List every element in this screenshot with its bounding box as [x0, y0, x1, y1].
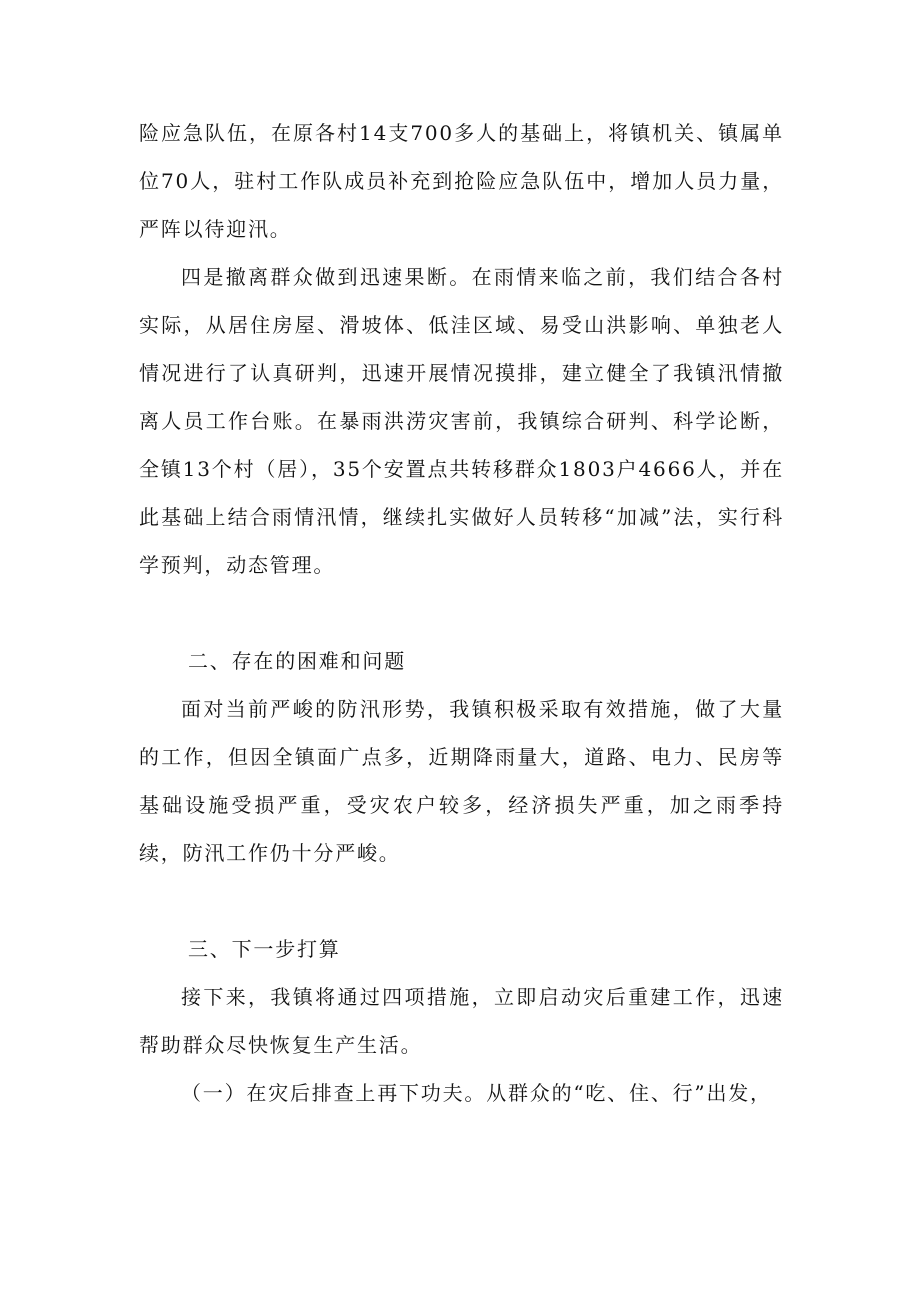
paragraph-evacuation: 四是撤离群众做到迅速果断。在雨情来临之前，我们结合各村实际，从居住房屋、滑坡体、低洼区域、易受山洪影响、单独老人情况进行了认真研判，迅速开展情况摸排，建立健全了我镇汛情撤离人员工作台账。在暴雨洪涝灾害前，我镇综合研判、科学论断，全镇13个村（居），35个安置点共转移群众1803户4666人，并在此基础上结合雨情汛情，继续扎实做好人员转移“加减”法，实行科学预判，动态管理。: [139, 265, 784, 577]
paragraph-measure-one: （一）在灾后排查上再下功夫。从群众的“吃、住、行”出发，: [181, 1081, 772, 1105]
section-heading-difficulties: 二、存在的困难和问题: [188, 649, 406, 673]
paragraph-next-steps: 接下来，我镇将通过四项措施，立即启动灾后重建工作，迅速帮助群众尽快恢复生产生活。: [139, 985, 784, 1057]
paragraph-difficulties: 面对当前严峻的防汛形势，我镇积极采取有效措施，做了大量的工作，但因全镇面广点多，近期降雨量大，道路、电力、民房等基础设施受损严重，受灾农户较多，经济损失严重，加之雨季持续，防汛工作仍十分严峻。: [139, 697, 784, 865]
section-heading-next-steps: 三、下一步打算: [188, 937, 341, 961]
paragraph-emergency-team: 险应急队伍，在原各村14支700多人的基础上，将镇机关、镇属单位70人，驻村工作队成员补充到抢险应急队伍中，增加人员力量，严阵以待迎汛。: [139, 121, 784, 241]
